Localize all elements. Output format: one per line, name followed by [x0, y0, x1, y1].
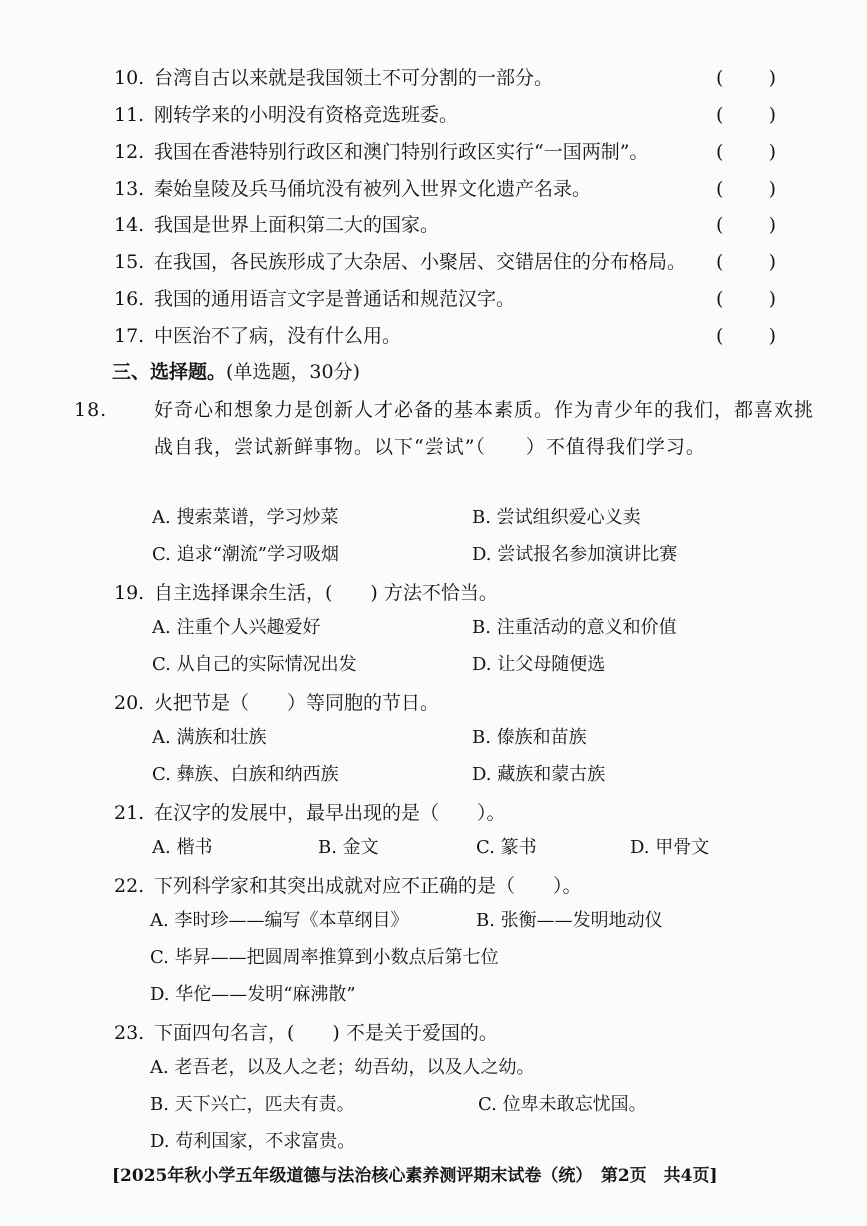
- tf-item: [114, 247, 784, 277]
- answer-parentheses: ( ): [716, 251, 776, 273]
- option-d: D. 华佗——发明“麻沸散”: [150, 984, 356, 1005]
- item-text: 我国在香港特别行政区和澳门特别行政区实行“一国两制”。: [154, 141, 649, 163]
- option-b: B. 傣族和苗族: [472, 727, 587, 748]
- option-b: B. 张衡——发明地动仪: [476, 910, 663, 931]
- option-a: A. 满族和壮族: [152, 727, 267, 748]
- answer-parentheses: ( ): [716, 325, 776, 347]
- question-number: 18.: [74, 399, 108, 421]
- option-d: D. 藏族和蒙古族: [472, 764, 606, 785]
- question-stem: [114, 868, 784, 905]
- item-number: 12.: [114, 141, 145, 163]
- option-c: C. 追求“潮流”学习吸烟: [152, 544, 339, 565]
- question-text: 下列科学家和其突出成就对应不正确的是（ ）。: [154, 875, 582, 897]
- item-number: 10.: [114, 67, 145, 89]
- item-text: 我国是世界上面积第二大的国家。: [154, 214, 440, 236]
- item-text: 中医治不了病，没有什么用。: [154, 325, 402, 347]
- item-text: 我国的通用语言文字是普通话和规范汉字。: [154, 288, 516, 310]
- item-number: 14.: [114, 214, 145, 236]
- item-number: 17.: [114, 325, 145, 347]
- question-text: 自主选择课余生活，( ) 方法不恰当。: [154, 582, 498, 604]
- option-c: C. 毕昇——把圆周率推算到小数点后第七位: [150, 947, 499, 968]
- option-c: C. 篆书: [476, 837, 537, 858]
- item-text: 在我国，各民族形成了大杂居、小聚居、交错居住的分布格局。: [154, 251, 687, 273]
- option-c: C. 从自己的实际情况出发: [152, 654, 357, 675]
- question-number: 19.: [114, 582, 145, 604]
- option-b: B. 注重活动的意义和价值: [472, 617, 677, 638]
- item-number: 16.: [114, 288, 145, 310]
- option-c: C. 彝族、白族和纳西族: [152, 764, 339, 785]
- question-stem: [114, 1015, 784, 1052]
- question-text: 在汉字的发展中，最早出现的是（ ）。: [154, 802, 506, 824]
- question-stem: [114, 795, 784, 832]
- tf-item: [114, 100, 784, 130]
- item-number: 13.: [114, 178, 145, 200]
- answer-parentheses: ( ): [716, 288, 776, 310]
- question-number: 23.: [114, 1022, 145, 1044]
- option-b: B. 天下兴亡，匹夫有责。: [150, 1094, 355, 1115]
- option-d: D. 尝试报名参加演讲比赛: [472, 544, 678, 565]
- item-text: 秦始皇陵及兵马俑坑没有被列入世界文化遗产名录。: [154, 178, 592, 200]
- section-heading: [112, 357, 360, 387]
- option-b: B. 金文: [318, 837, 379, 858]
- question-stem: [114, 575, 784, 612]
- item-number: 15.: [114, 251, 145, 273]
- tf-item: [114, 321, 784, 351]
- tf-item: [114, 284, 784, 314]
- section-note: (单选题，30分): [226, 361, 361, 383]
- question-number: 21.: [114, 802, 145, 824]
- tf-item: [114, 137, 784, 167]
- option-a: A. 注重个人兴趣爱好: [152, 617, 321, 638]
- tf-item: [114, 174, 784, 204]
- item-text: 台湾自古以来就是我国领土不可分割的一部分。: [154, 67, 554, 89]
- question-number: 22.: [114, 875, 145, 897]
- page-footer: [2025年秋小学五年级道德与法治核心素养测评期末试卷（统） 第2页 共4页]: [112, 1166, 718, 1186]
- option-a: A. 老吾老，以及人之老；幼吾幼，以及人之幼。: [150, 1057, 535, 1078]
- question-number: 20.: [114, 692, 145, 714]
- answer-parentheses: ( ): [716, 178, 776, 200]
- option-a: A. 李时珍——编写《本草纲目》: [150, 910, 409, 931]
- answer-parentheses: ( ): [716, 104, 776, 126]
- item-text: 刚转学来的小明没有资格竞选班委。: [154, 104, 459, 126]
- question-text: 好奇心和想象力是创新人才必备的基本素质。作为青少年的我们，都喜欢挑战自我，尝试新鲜事物。以下“尝试”（ ）不值得我们学习。: [154, 399, 815, 458]
- option-a: A. 楷书: [152, 837, 213, 858]
- option-d: D. 让父母随便选: [472, 654, 606, 675]
- answer-parentheses: ( ): [716, 67, 776, 89]
- question-text: 火把节是（ ）等同胞的节日。: [154, 692, 440, 714]
- item-number: 11.: [114, 104, 145, 126]
- answer-parentheses: ( ): [716, 141, 776, 163]
- option-c: C. 位卑未敢忘忧国。: [478, 1094, 647, 1115]
- question-stem: [74, 392, 826, 466]
- option-a: A. 搜索菜谱，学习炒菜: [152, 507, 339, 528]
- option-b: B. 尝试组织爱心义卖: [472, 507, 641, 528]
- question-text: 下面四句名言，( ) 不是关于爱国的。: [154, 1022, 498, 1044]
- option-d: D. 甲骨文: [630, 837, 710, 858]
- section-title: 三、选择题。: [112, 361, 227, 383]
- tf-item: [114, 210, 784, 240]
- answer-parentheses: ( ): [716, 214, 776, 236]
- option-d: D. 苟利国家，不求富贵。: [150, 1131, 356, 1152]
- tf-item: [114, 63, 784, 93]
- question-stem: [114, 685, 784, 722]
